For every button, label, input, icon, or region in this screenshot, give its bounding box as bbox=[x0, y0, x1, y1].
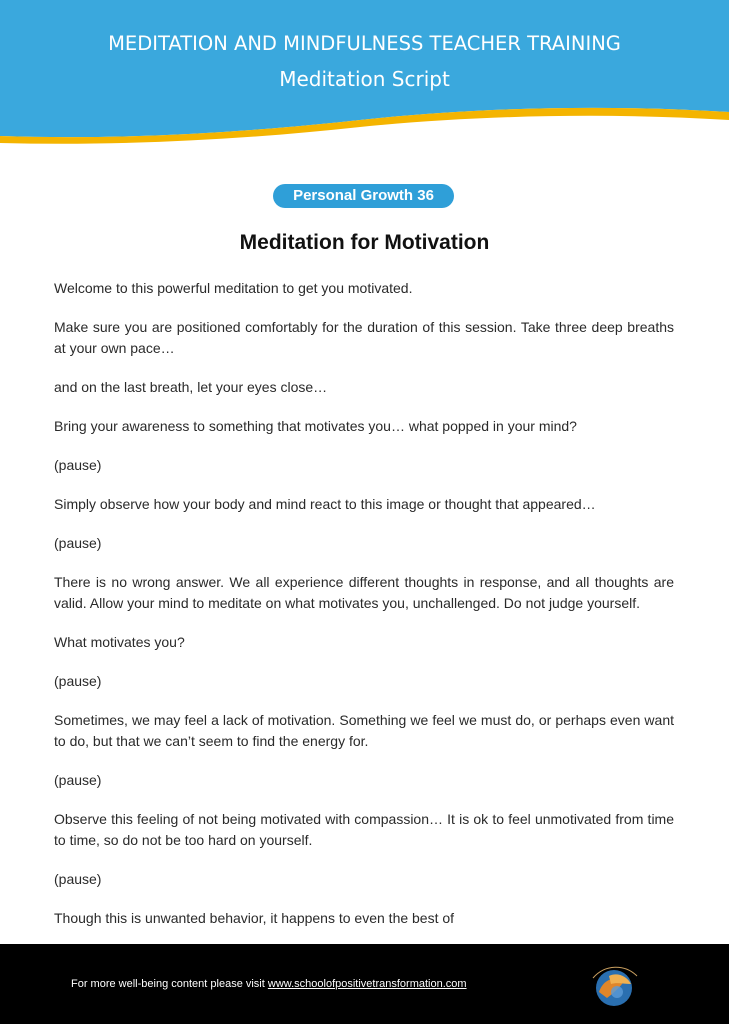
paragraph: What motivates you? bbox=[54, 634, 185, 650]
paragraph: Simply observe how your body and mind react to this image or thought that appeared… bbox=[54, 496, 596, 512]
pause-line: (pause) bbox=[54, 673, 102, 689]
document-body bbox=[54, 278, 674, 947]
pause-line: (pause) bbox=[54, 535, 102, 551]
document-title: Meditation for Motivation bbox=[239, 231, 490, 254]
website-link[interactable]: www.schoolofpositivetransformation.com bbox=[267, 978, 467, 990]
school-logo-icon bbox=[587, 962, 641, 1010]
paragraph: Sometimes, we may feel a lack of motivation. Something we feel we must do, or perhaps even want to do, but that we can’t seem to find the energy for. bbox=[54, 712, 674, 749]
pause-line: (pause) bbox=[54, 772, 102, 788]
pause-line: (pause) bbox=[54, 457, 102, 473]
page-header bbox=[0, 0, 729, 150]
header-title: MEDITATION AND MINDFULNESS TEACHER TRAINING bbox=[108, 32, 621, 55]
paragraph: Welcome to this powerful meditation to get you motivated. bbox=[54, 280, 413, 296]
header-subtitle: Meditation Script bbox=[279, 67, 450, 91]
paragraph: and on the last breath, let your eyes close… bbox=[54, 379, 328, 395]
paragraph: Though this is unwanted behavior, it happens to even the best of bbox=[54, 910, 455, 926]
paragraph: Bring your awareness to something that motivates you… what popped in your mind? bbox=[54, 418, 577, 434]
category-badge: Personal Growth 36 bbox=[273, 184, 454, 208]
footer-label: For more well-being content please visit bbox=[71, 978, 268, 990]
paragraph: There is no wrong answer. We all experience different thoughts in response, and all thoughts are valid. Allow your mind to meditate on what motivates you, unchallenged. Do not judge yourself. bbox=[54, 574, 674, 611]
footer-text bbox=[71, 978, 467, 990]
paragraph: Observe this feeling of not being motivated with compassion… It is ok to feel unmotivated from time to time, so do not be too hard on yourself. bbox=[54, 811, 674, 848]
paragraph: Make sure you are positioned comfortably for the duration of this session. Take three deep breaths at your own pace… bbox=[54, 319, 674, 356]
pause-line: (pause) bbox=[54, 871, 102, 887]
